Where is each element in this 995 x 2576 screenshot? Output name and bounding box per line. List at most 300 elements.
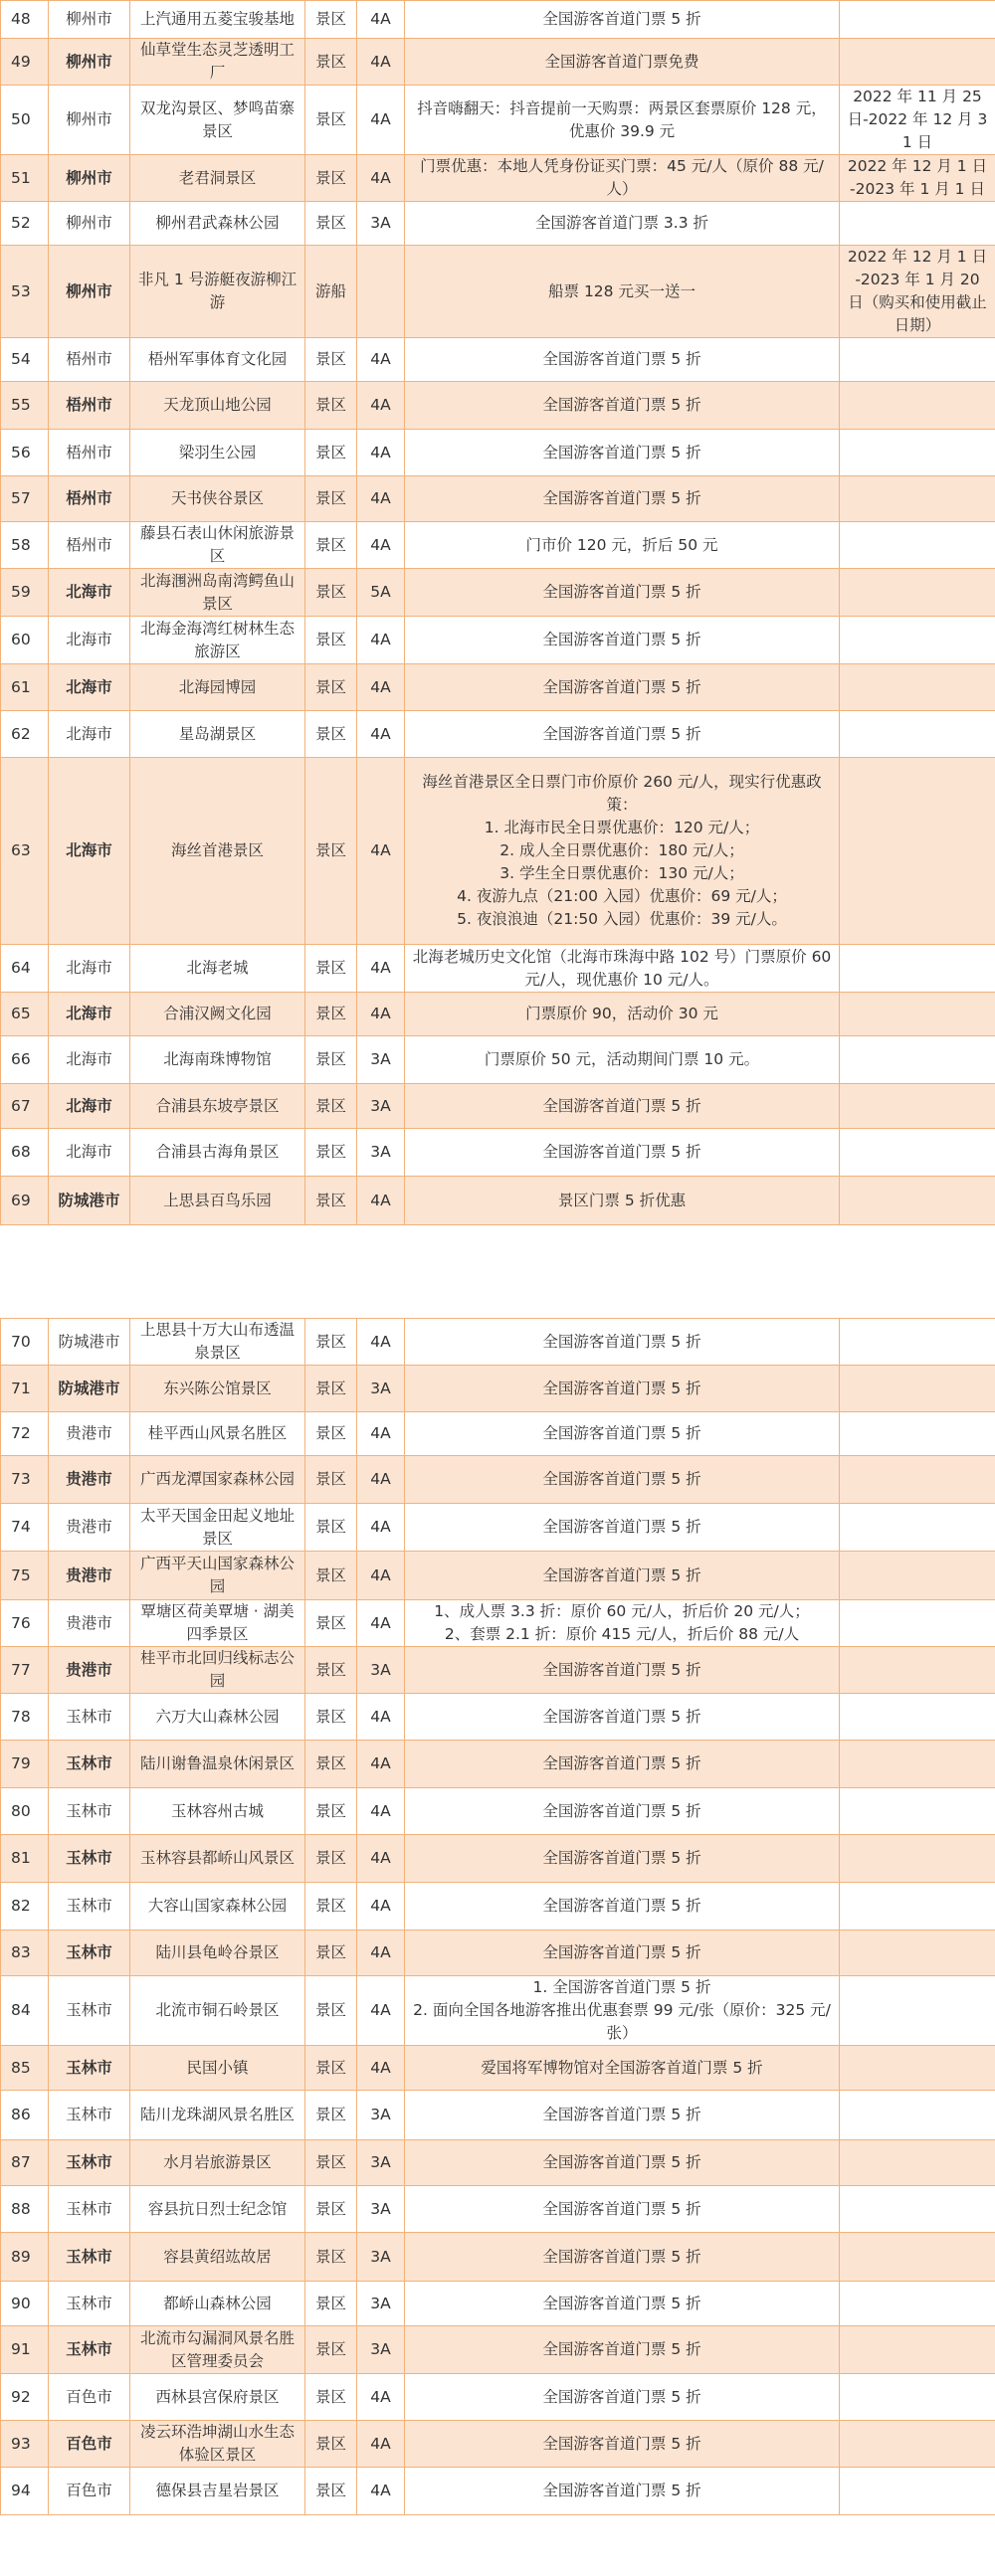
type-cell: 景区 <box>305 1319 357 1366</box>
offer-cell: 全国游客首道门票 5 折 <box>405 1883 840 1931</box>
offer-cell: 海丝首港景区全日票门市价原价 260 元/人，现实行优惠政策： 1. 北海市民全日票优惠价：120 元/人； 2. 成人全日票优惠价：180 元/人； 3. 学生全日票优惠价：130 元/人； 4. 夜游九点（21:00 入园）优惠价：69 元/人； 5. 夜浪浪迪（21:50 入园）优惠价：39 元/人。 <box>405 758 840 945</box>
city-cell: 贵港市 <box>49 1600 130 1647</box>
city-cell: 柳州市 <box>49 1 130 39</box>
offer-cell: 全国游客首道门票 5 折 <box>405 430 840 476</box>
attraction-name-cell: 西林县宫保府景区 <box>130 2374 305 2421</box>
attractions-table-part-2 <box>0 1318 995 2515</box>
index-cell: 64 <box>1 945 49 993</box>
city-cell: 玉林市 <box>49 1741 130 1788</box>
attraction-name-cell: 北流市铜石岭景区 <box>130 1976 305 2046</box>
type-cell: 景区 <box>305 945 357 993</box>
table-row <box>1 1647 995 1694</box>
type-cell: 景区 <box>305 1177 357 1225</box>
attraction-name-cell: 广西龙潭国家森林公园 <box>130 1456 305 1504</box>
offer-cell: 全国游客首道门票 5 折 <box>405 382 840 430</box>
index-cell: 70 <box>1 1319 49 1366</box>
offer-cell: 全国游客首道门票 5 折 <box>405 2326 840 2374</box>
type-cell: 景区 <box>305 993 357 1036</box>
type-cell: 景区 <box>305 1835 357 1883</box>
level-cell: 4A <box>357 617 405 664</box>
offer-cell: 1. 全国游客首道门票 5 折 2. 面向全国各地游客推出优惠套票 99 元/张（原价：325 元/张） <box>405 1976 840 2046</box>
city-cell: 柳州市 <box>49 202 130 246</box>
attraction-name-cell: 合浦县古海角景区 <box>130 1129 305 1177</box>
level-cell: 5A <box>357 569 405 617</box>
attraction-name-cell: 德保县吉星岩景区 <box>130 2468 305 2515</box>
city-cell: 梧州市 <box>49 430 130 476</box>
city-cell: 防城港市 <box>49 1366 130 1412</box>
table-row <box>1 993 995 1036</box>
date-cell <box>840 1 995 39</box>
type-cell: 景区 <box>305 1552 357 1600</box>
offer-cell: 全国游客首道门票 5 折 <box>405 2374 840 2421</box>
offer-cell: 全国游客首道门票 5 折 <box>405 1456 840 1504</box>
attraction-name-cell: 玉林容州古城 <box>130 1788 305 1835</box>
attraction-name-cell: 北海园博园 <box>130 664 305 711</box>
index-cell: 71 <box>1 1366 49 1412</box>
date-cell <box>840 617 995 664</box>
index-cell: 52 <box>1 202 49 246</box>
date-cell <box>840 1552 995 1600</box>
attraction-name-cell: 上思县十万大山布透温泉景区 <box>130 1319 305 1366</box>
index-cell: 92 <box>1 2374 49 2421</box>
date-cell <box>840 758 995 945</box>
table-row <box>1 39 995 86</box>
type-cell: 景区 <box>305 617 357 664</box>
city-cell: 梧州市 <box>49 476 130 522</box>
table-row <box>1 86 995 155</box>
index-cell: 48 <box>1 1 49 39</box>
attraction-name-cell: 北海老城 <box>130 945 305 993</box>
table-row <box>1 2140 995 2186</box>
attraction-name-cell: 天龙顶山地公园 <box>130 382 305 430</box>
offer-cell: 全国游客首道门票 5 折 <box>405 1931 840 1976</box>
offer-cell: 全国游客首道门票 5 折 <box>405 1 840 39</box>
index-cell: 56 <box>1 430 49 476</box>
date-cell <box>840 2468 995 2515</box>
type-cell: 景区 <box>305 2326 357 2374</box>
date-cell <box>840 1741 995 1788</box>
attraction-name-cell: 民国小镇 <box>130 2046 305 2091</box>
level-cell: 4A <box>357 2046 405 2091</box>
attraction-name-cell: 广西平天山国家森林公园 <box>130 1552 305 1600</box>
index-cell: 54 <box>1 338 49 382</box>
date-cell <box>840 711 995 758</box>
date-cell <box>840 2091 995 2140</box>
offer-cell: 1、成人票 3.3 折：原价 60 元/人，折后价 20 元/人； 2、套票 2.1 折：原价 415 元/人，折后价 88 元/人 <box>405 1600 840 1647</box>
offer-cell: 抖音嗨翻天：抖音提前一天购票：两景区套票原价 128 元，优惠价 39.9 元 <box>405 86 840 155</box>
type-cell: 景区 <box>305 1600 357 1647</box>
table-row <box>1 2326 995 2374</box>
level-cell: 3A <box>357 1036 405 1084</box>
city-cell: 百色市 <box>49 2421 130 2468</box>
type-cell: 景区 <box>305 155 357 202</box>
level-cell: 4A <box>357 1788 405 1835</box>
index-cell: 81 <box>1 1835 49 1883</box>
date-cell <box>840 1504 995 1552</box>
level-cell: 3A <box>357 202 405 246</box>
offer-cell: 全国游客首道门票 3.3 折 <box>405 202 840 246</box>
type-cell: 景区 <box>305 1931 357 1976</box>
type-cell: 游船 <box>305 246 357 338</box>
type-cell: 景区 <box>305 664 357 711</box>
attraction-name-cell: 上思县百鸟乐园 <box>130 1177 305 1225</box>
index-cell: 73 <box>1 1456 49 1504</box>
type-cell: 景区 <box>305 2282 357 2326</box>
city-cell: 北海市 <box>49 617 130 664</box>
attraction-name-cell: 陆川龙珠湖风景名胜区 <box>130 2091 305 2140</box>
table-row <box>1 569 995 617</box>
level-cell: 4A <box>357 338 405 382</box>
index-cell: 59 <box>1 569 49 617</box>
city-cell: 梧州市 <box>49 382 130 430</box>
offer-cell: 全国游客首道门票 5 折 <box>405 2282 840 2326</box>
offer-cell: 全国游客首道门票 5 折 <box>405 1741 840 1788</box>
date-cell <box>840 2046 995 2091</box>
offer-cell: 全国游客首道门票 5 折 <box>405 569 840 617</box>
index-cell: 93 <box>1 2421 49 2468</box>
city-cell: 玉林市 <box>49 2282 130 2326</box>
index-cell: 75 <box>1 1552 49 1600</box>
table-row <box>1 1036 995 1084</box>
date-cell <box>840 664 995 711</box>
level-cell: 3A <box>357 2091 405 2140</box>
offer-cell: 门票原价 90，活动价 30 元 <box>405 993 840 1036</box>
date-cell <box>840 1976 995 2046</box>
table-row <box>1 1504 995 1552</box>
level-cell: 4A <box>357 1177 405 1225</box>
index-cell: 78 <box>1 1694 49 1741</box>
table-row <box>1 758 995 945</box>
index-cell: 79 <box>1 1741 49 1788</box>
city-cell: 玉林市 <box>49 1931 130 1976</box>
table-row <box>1 1366 995 1412</box>
level-cell: 4A <box>357 1319 405 1366</box>
city-cell: 玉林市 <box>49 1976 130 2046</box>
city-cell: 玉林市 <box>49 1883 130 1931</box>
city-cell: 柳州市 <box>49 39 130 86</box>
level-cell: 3A <box>357 1366 405 1412</box>
table-row <box>1 246 995 338</box>
offer-cell: 全国游客首道门票 5 折 <box>405 2140 840 2186</box>
city-cell: 北海市 <box>49 945 130 993</box>
date-cell <box>840 1600 995 1647</box>
date-cell <box>840 1129 995 1177</box>
type-cell: 景区 <box>305 2233 357 2282</box>
attraction-name-cell: 合浦汉阙文化园 <box>130 993 305 1036</box>
table-row <box>1 2186 995 2233</box>
city-cell: 贵港市 <box>49 1412 130 1456</box>
level-cell: 4A <box>357 86 405 155</box>
date-cell <box>840 338 995 382</box>
date-cell <box>840 1456 995 1504</box>
attraction-name-cell: 星岛湖景区 <box>130 711 305 758</box>
date-cell <box>840 1835 995 1883</box>
type-cell: 景区 <box>305 2140 357 2186</box>
index-cell: 80 <box>1 1788 49 1835</box>
attraction-name-cell: 大容山国家森林公园 <box>130 1883 305 1931</box>
type-cell: 景区 <box>305 476 357 522</box>
type-cell: 景区 <box>305 1741 357 1788</box>
offer-cell: 全国游客首道门票免费 <box>405 39 840 86</box>
date-cell <box>840 2186 995 2233</box>
date-cell <box>840 476 995 522</box>
level-cell: 4A <box>357 382 405 430</box>
offer-cell: 全国游客首道门票 5 折 <box>405 2233 840 2282</box>
table-row <box>1 1552 995 1600</box>
attraction-name-cell: 天书侠谷景区 <box>130 476 305 522</box>
index-cell: 57 <box>1 476 49 522</box>
table-row <box>1 2421 995 2468</box>
offer-cell: 全国游客首道门票 5 折 <box>405 2186 840 2233</box>
level-cell: 3A <box>357 2233 405 2282</box>
date-cell <box>840 993 995 1036</box>
attraction-name-cell: 合浦县东坡亭景区 <box>130 1084 305 1129</box>
index-cell: 50 <box>1 86 49 155</box>
city-cell: 防城港市 <box>49 1177 130 1225</box>
type-cell: 景区 <box>305 1036 357 1084</box>
index-cell: 83 <box>1 1931 49 1976</box>
level-cell: 4A <box>357 39 405 86</box>
type-cell: 景区 <box>305 1366 357 1412</box>
offer-cell: 爱国将军博物馆对全国游客首道门票 5 折 <box>405 2046 840 2091</box>
date-cell <box>840 1319 995 1366</box>
type-cell: 景区 <box>305 430 357 476</box>
offer-cell: 船票 128 元买一送一 <box>405 246 840 338</box>
offer-cell: 全国游客首道门票 5 折 <box>405 617 840 664</box>
table-row <box>1 522 995 569</box>
offer-cell: 门市价 120 元，折后 50 元 <box>405 522 840 569</box>
city-cell: 玉林市 <box>49 2233 130 2282</box>
type-cell: 景区 <box>305 1129 357 1177</box>
index-cell: 88 <box>1 2186 49 2233</box>
table-row <box>1 1177 995 1225</box>
table-row <box>1 2091 995 2140</box>
attraction-name-cell: 北海南珠博物馆 <box>130 1036 305 1084</box>
city-cell: 玉林市 <box>49 2326 130 2374</box>
date-cell <box>840 569 995 617</box>
level-cell: 4A <box>357 1 405 39</box>
city-cell: 柳州市 <box>49 246 130 338</box>
type-cell: 景区 <box>305 1883 357 1931</box>
offer-cell: 全国游客首道门票 5 折 <box>405 1366 840 1412</box>
date-cell <box>840 382 995 430</box>
level-cell: 4A <box>357 1412 405 1456</box>
attraction-name-cell: 海丝首港景区 <box>130 758 305 945</box>
attraction-name-cell: 桂平市北回归线标志公园 <box>130 1647 305 1694</box>
table-row <box>1 2282 995 2326</box>
type-cell: 景区 <box>305 2046 357 2091</box>
level-cell: 4A <box>357 522 405 569</box>
index-cell: 85 <box>1 2046 49 2091</box>
level-cell: 3A <box>357 1129 405 1177</box>
table-row <box>1 2233 995 2282</box>
table-row <box>1 945 995 993</box>
date-cell <box>840 2140 995 2186</box>
attraction-name-cell: 东兴陈公馆景区 <box>130 1366 305 1412</box>
city-cell: 贵港市 <box>49 1647 130 1694</box>
attraction-name-cell: 非凡 1 号游艇夜游柳江游 <box>130 246 305 338</box>
attraction-name-cell: 梁羽生公园 <box>130 430 305 476</box>
city-cell: 玉林市 <box>49 2046 130 2091</box>
city-cell: 贵港市 <box>49 1456 130 1504</box>
offer-cell: 北海老城历史文化馆（北海市珠海中路 102 号）门票原价 60 元/人，现优惠价 10 元/人。 <box>405 945 840 993</box>
table-row <box>1 1931 995 1976</box>
date-cell <box>840 430 995 476</box>
level-cell: 4A <box>357 2421 405 2468</box>
city-cell: 玉林市 <box>49 1835 130 1883</box>
date-cell: 2022 年 12 月 1 日 -2023 年 1 月 1 日 <box>840 155 995 202</box>
type-cell: 景区 <box>305 382 357 430</box>
offer-cell: 全国游客首道门票 5 折 <box>405 2468 840 2515</box>
offer-cell: 全国游客首道门票 5 折 <box>405 476 840 522</box>
offer-cell: 全国游客首道门票 5 折 <box>405 664 840 711</box>
attraction-name-cell: 上汽通用五菱宝骏基地 <box>130 1 305 39</box>
table-row <box>1 1 995 39</box>
level-cell: 4A <box>357 945 405 993</box>
index-cell: 51 <box>1 155 49 202</box>
table-row <box>1 476 995 522</box>
offer-cell: 全国游客首道门票 5 折 <box>405 1552 840 1600</box>
type-cell: 景区 <box>305 1 357 39</box>
offer-cell: 全国游客首道门票 5 折 <box>405 2421 840 2468</box>
date-cell <box>840 2282 995 2326</box>
type-cell: 景区 <box>305 202 357 246</box>
date-cell <box>840 1177 995 1225</box>
table-row <box>1 1741 995 1788</box>
level-cell: 4A <box>357 758 405 945</box>
level-cell: 3A <box>357 1084 405 1129</box>
date-cell <box>840 522 995 569</box>
type-cell: 景区 <box>305 1084 357 1129</box>
level-cell: 4A <box>357 1976 405 2046</box>
table-row <box>1 2468 995 2515</box>
type-cell: 景区 <box>305 1788 357 1835</box>
type-cell: 景区 <box>305 2468 357 2515</box>
level-cell: 4A <box>357 430 405 476</box>
index-cell: 77 <box>1 1647 49 1694</box>
date-cell <box>840 1036 995 1084</box>
level-cell: 4A <box>357 1694 405 1741</box>
index-cell: 69 <box>1 1177 49 1225</box>
level-cell: 4A <box>357 1741 405 1788</box>
table-row <box>1 430 995 476</box>
type-cell: 景区 <box>305 39 357 86</box>
type-cell: 景区 <box>305 1504 357 1552</box>
offer-cell: 全国游客首道门票 5 折 <box>405 1694 840 1741</box>
date-cell <box>840 1788 995 1835</box>
date-cell <box>840 1084 995 1129</box>
type-cell: 景区 <box>305 522 357 569</box>
table-row <box>1 1456 995 1504</box>
table-row <box>1 2374 995 2421</box>
index-cell: 53 <box>1 246 49 338</box>
type-cell: 景区 <box>305 2091 357 2140</box>
level-cell: 4A <box>357 1504 405 1552</box>
attraction-name-cell: 水月岩旅游景区 <box>130 2140 305 2186</box>
index-cell: 82 <box>1 1883 49 1931</box>
attraction-name-cell: 陆川谢鲁温泉休闲景区 <box>130 1741 305 1788</box>
attraction-name-cell: 都峤山森林公园 <box>130 2282 305 2326</box>
offer-cell: 门票原价 50 元，活动期间门票 10 元。 <box>405 1036 840 1084</box>
type-cell: 景区 <box>305 338 357 382</box>
date-cell <box>840 2326 995 2374</box>
city-cell: 玉林市 <box>49 2091 130 2140</box>
city-cell: 北海市 <box>49 993 130 1036</box>
table-row <box>1 1694 995 1741</box>
type-cell: 景区 <box>305 711 357 758</box>
level-cell: 4A <box>357 664 405 711</box>
type-cell: 景区 <box>305 569 357 617</box>
type-cell: 景区 <box>305 1412 357 1456</box>
index-cell: 65 <box>1 993 49 1036</box>
level-cell: 3A <box>357 2282 405 2326</box>
index-cell: 86 <box>1 2091 49 2140</box>
city-cell: 梧州市 <box>49 338 130 382</box>
level-cell: 4A <box>357 993 405 1036</box>
date-cell <box>840 39 995 86</box>
index-cell: 61 <box>1 664 49 711</box>
type-cell: 景区 <box>305 2374 357 2421</box>
offer-cell: 全国游客首道门票 5 折 <box>405 711 840 758</box>
attraction-name-cell: 梧州军事体育文化园 <box>130 338 305 382</box>
level-cell: 4A <box>357 1600 405 1647</box>
index-cell: 84 <box>1 1976 49 2046</box>
level-cell: 4A <box>357 1883 405 1931</box>
date-cell <box>840 2421 995 2468</box>
level-cell: 4A <box>357 1835 405 1883</box>
city-cell: 北海市 <box>49 1129 130 1177</box>
level-cell: 4A <box>357 2374 405 2421</box>
level-cell <box>357 246 405 338</box>
city-cell: 贵港市 <box>49 1504 130 1552</box>
offer-cell: 全国游客首道门票 5 折 <box>405 1647 840 1694</box>
table-row <box>1 1319 995 1366</box>
type-cell: 景区 <box>305 758 357 945</box>
offer-cell: 门票优惠：本地人凭身份证买门票：45 元/人（原价 88 元/人） <box>405 155 840 202</box>
attraction-name-cell: 北海涠洲岛南湾鳄鱼山景区 <box>130 569 305 617</box>
type-cell: 景区 <box>305 1456 357 1504</box>
attraction-name-cell: 太平天国金田起义地址景区 <box>130 1504 305 1552</box>
city-cell: 玉林市 <box>49 2186 130 2233</box>
table-row <box>1 1600 995 1647</box>
date-cell <box>840 1931 995 1976</box>
city-cell: 北海市 <box>49 569 130 617</box>
level-cell: 3A <box>357 2326 405 2374</box>
offer-cell: 全国游客首道门票 5 折 <box>405 1835 840 1883</box>
table-row <box>1 1129 995 1177</box>
attraction-name-cell: 覃塘区荷美覃塘 · 湖美四季景区 <box>130 1600 305 1647</box>
offer-cell: 全国游客首道门票 5 折 <box>405 1504 840 1552</box>
index-cell: 58 <box>1 522 49 569</box>
offer-cell: 全国游客首道门票 5 折 <box>405 1129 840 1177</box>
city-cell: 梧州市 <box>49 522 130 569</box>
attraction-name-cell: 双龙沟景区、梦鸣苗寨景区 <box>130 86 305 155</box>
index-cell: 55 <box>1 382 49 430</box>
city-cell: 北海市 <box>49 758 130 945</box>
date-cell <box>840 202 995 246</box>
attraction-name-cell: 玉林容县都峤山风景区 <box>130 1835 305 1883</box>
level-cell: 4A <box>357 1931 405 1976</box>
index-cell: 90 <box>1 2282 49 2326</box>
city-cell: 玉林市 <box>49 1788 130 1835</box>
table-row <box>1 1412 995 1456</box>
table-row <box>1 1976 995 2046</box>
table-row <box>1 1084 995 1129</box>
attraction-name-cell: 藤县石表山休闲旅游景区 <box>130 522 305 569</box>
date-cell <box>840 1647 995 1694</box>
table-row <box>1 1788 995 1835</box>
level-cell: 3A <box>357 2186 405 2233</box>
